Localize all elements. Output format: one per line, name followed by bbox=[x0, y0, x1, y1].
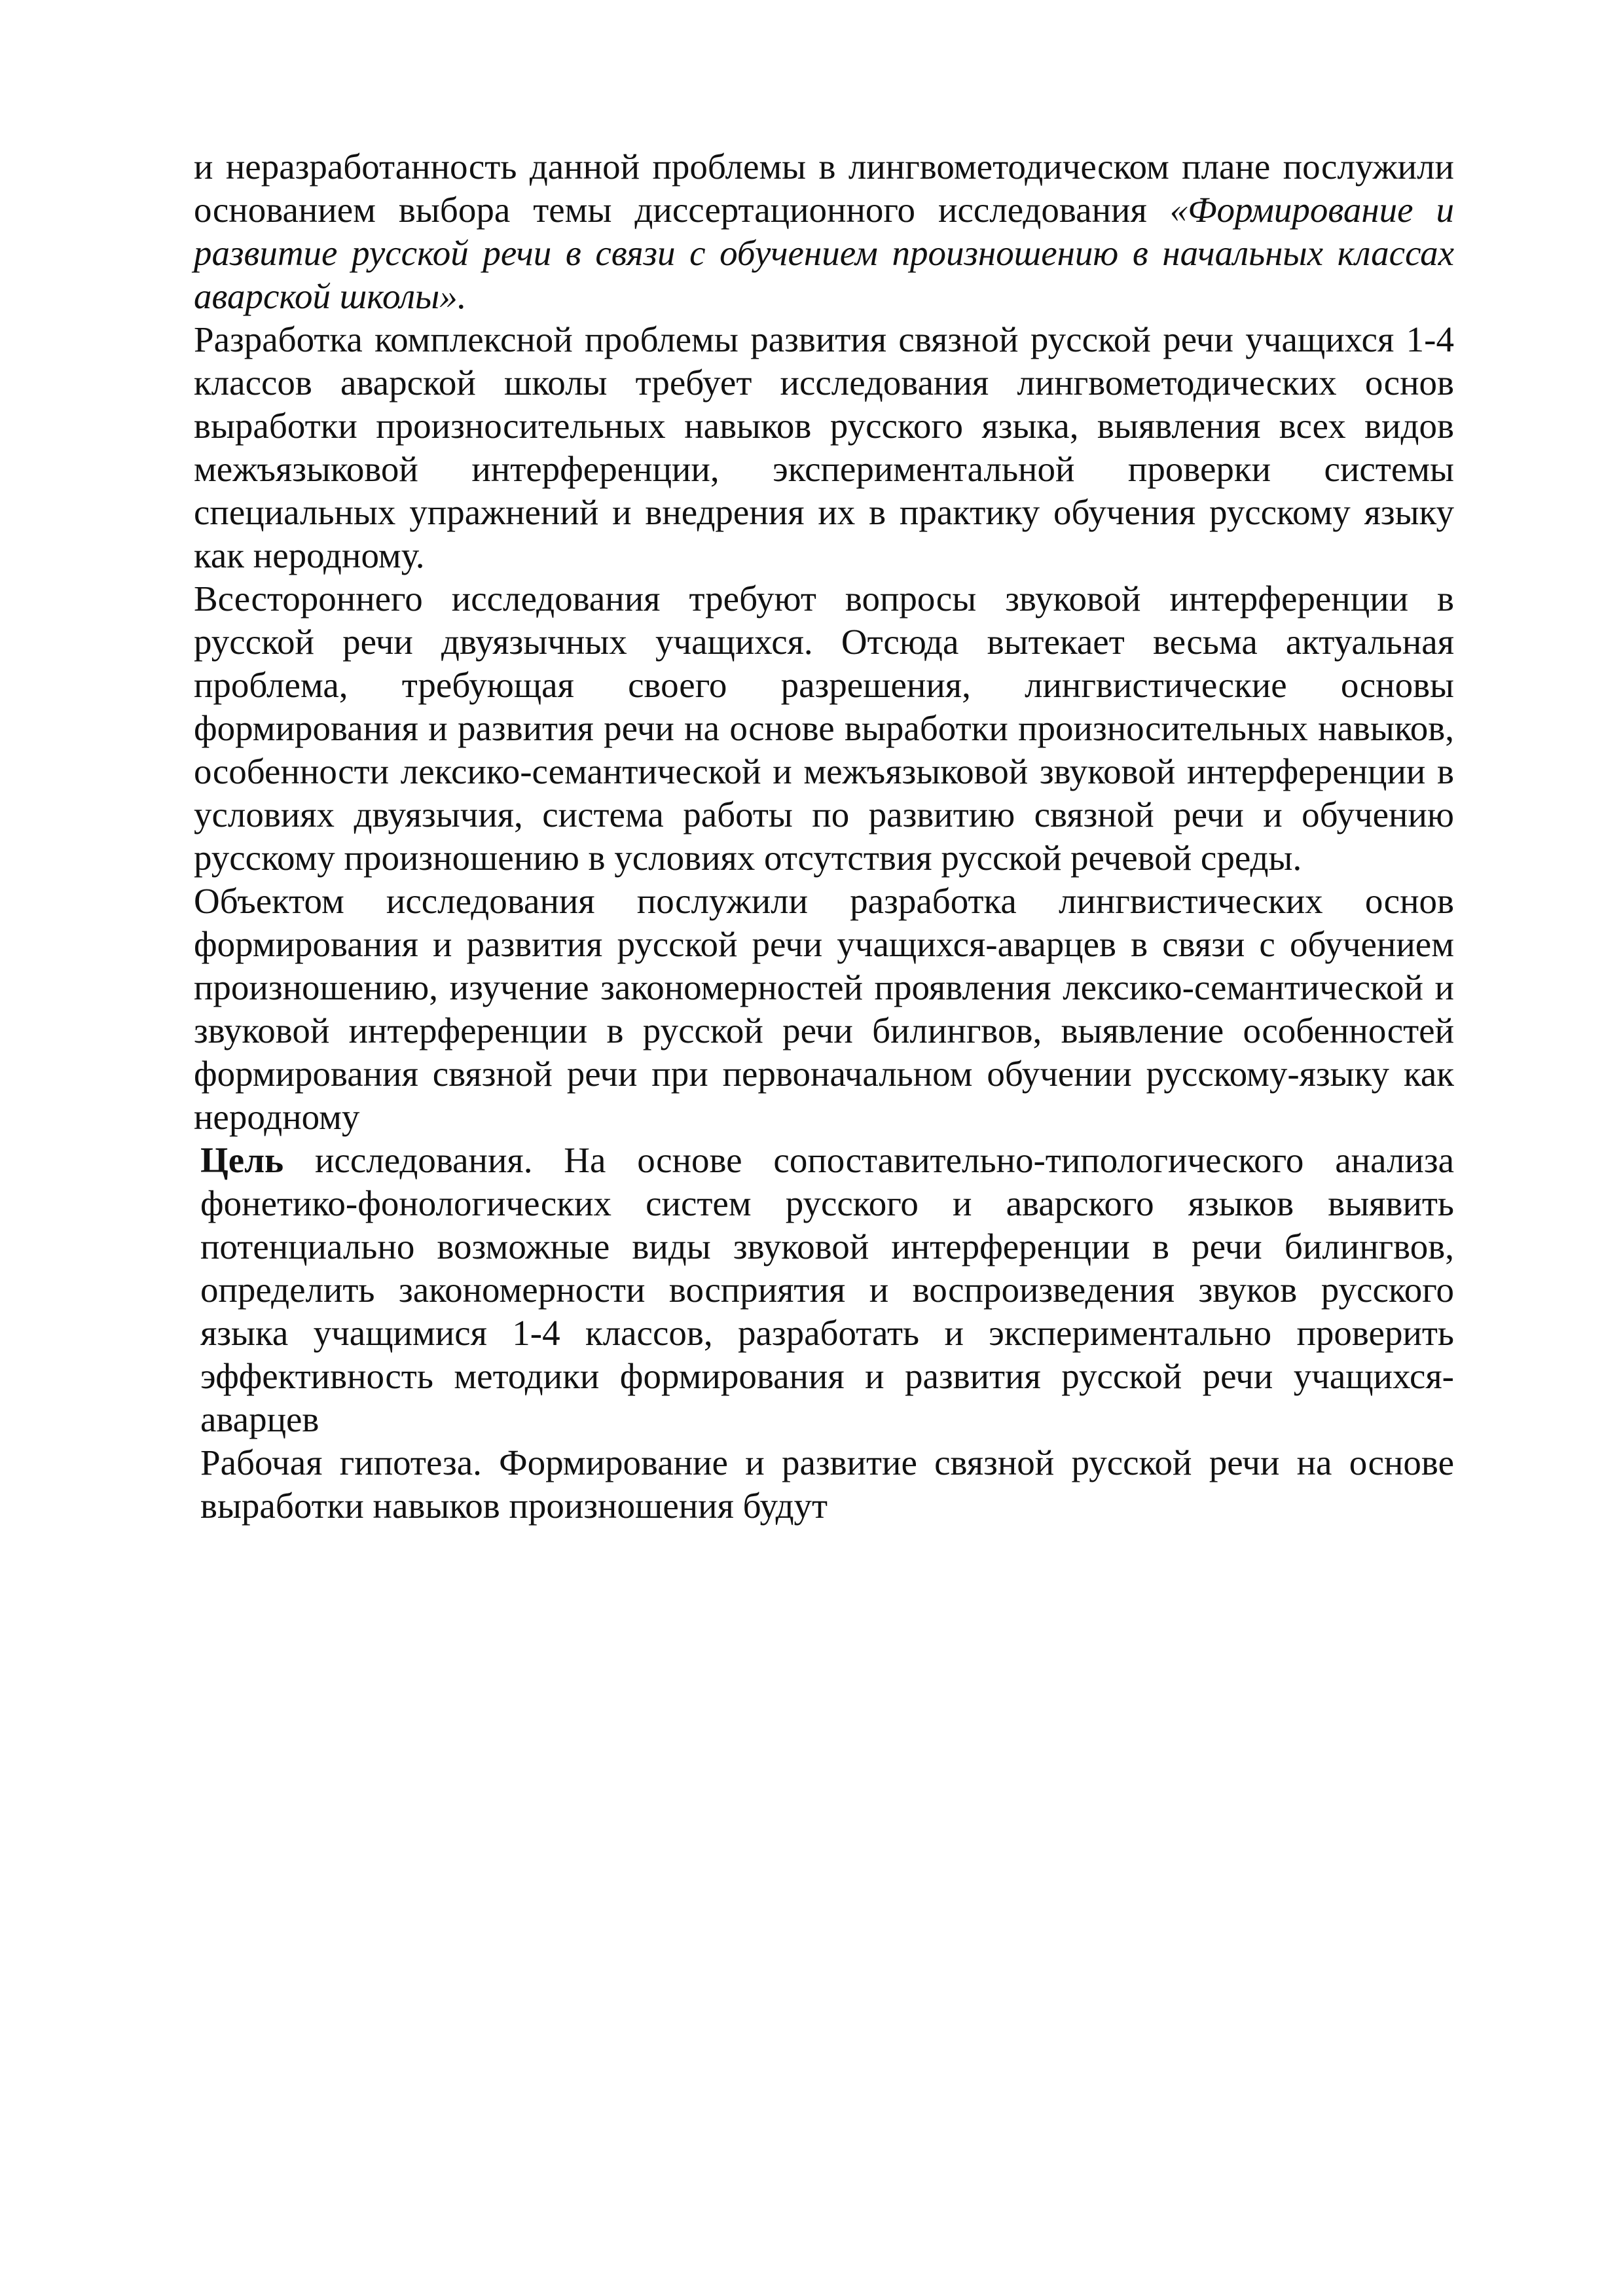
paragraph-research-object: Объектом исследования послужили разработка лингвистических основ формирования и развития русской речи учащихся-аварцев в связи с обучением произношению, изучение закономерностей проявления лексико-семантической и звуковой интерференции в русской речи билингвов, выявление особенностей формирования связной речи при первоначальном обучении русскому-языку как неродному bbox=[194, 881, 1454, 1137]
paragraph-working-hypothesis: Рабочая гипотеза. Формирование и развитие связной русской речи на основе выработки навыков произношения будут bbox=[200, 1443, 1454, 1526]
thesis-title: «Формирование и развитие русской речи в связи с обучением произношению в начальных классах аварской школы». bbox=[194, 190, 1455, 316]
paragraph-lead-text: и неразработанность данной проблемы в лингвометодическом плане послужили основанием выбора темы диссертационного исследования bbox=[194, 147, 1454, 230]
paragraph-topic-justification bbox=[194, 145, 1454, 318]
paragraph-problem-development: Разработка комплексной проблемы развития связной русской речи учащихся 1-4 классов аварской школы требует исследования лингвометодических основ выработки произносительных навыков русского языка, выявления всех видов межъязыковой интерференции, экспериментальной проверки системы специальных упражнений и внедрения их в практику обучения русскому языку как неродному. bbox=[194, 319, 1454, 575]
goal-term: Цель bbox=[200, 1140, 284, 1180]
paragraph-research-goal bbox=[194, 1139, 1454, 1441]
document-body bbox=[194, 145, 1454, 1528]
goal-body: исследования. На основе сопоставительно-типологического анализа фонетико-фонологических систем русского и аварского языков выявить потенциально возможные виды звуковой интерференции в речи билингвов, определить закономерности восприятия и воспроизведения звуков русского языка учащимися 1-4 классов, разработать и экспериментально проверить эффективность методики формирования и развития русской речи учащихся-аварцев bbox=[200, 1140, 1454, 1439]
paragraph-sound-interference: Всестороннего исследования требуют вопросы звуковой интерференции в русской речи двуязычных учащихся. Отсюда вытекает весьма актуальная проблема, требующая своего разрешения, лингвистические основы формирования и развития речи на основе выработки произносительных навыков, особенности лексико-семантической и межъязыковой звуковой интерференции в условиях двуязычия, система работы по развитию связной речи и обучению русскому произношению в условиях отсутствия русской речевой среды. bbox=[194, 579, 1454, 878]
